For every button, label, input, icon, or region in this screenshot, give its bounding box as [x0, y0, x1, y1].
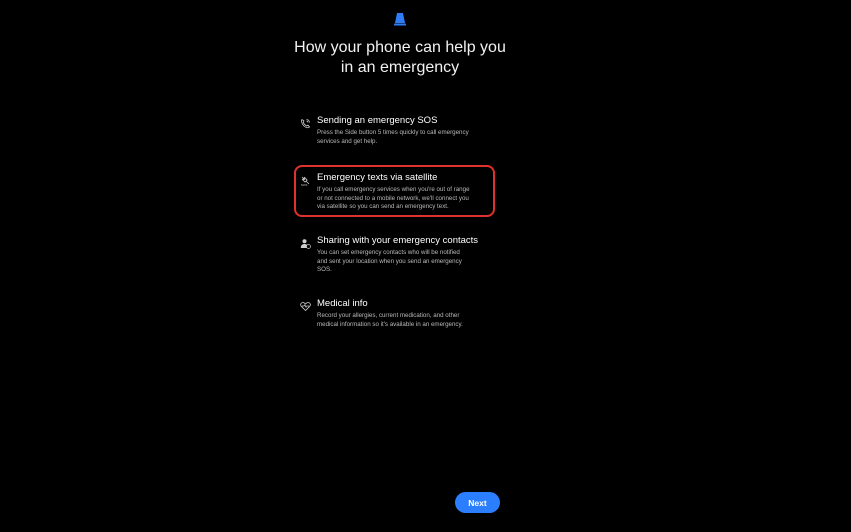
title-line-2: in an emergency	[340, 59, 460, 76]
desc-line: and sent your location when you send an emergency	[317, 257, 462, 265]
desc-line: If you call emergency services when you're out of range	[317, 186, 470, 193]
desc-line: Record your allergies, current medication, and other	[317, 312, 460, 319]
page-title	[0, 38, 800, 78]
heart-medical-icon	[300, 301, 311, 312]
desc-line: via satellite so you can send an emergency text.	[317, 203, 449, 211]
item-description	[317, 129, 492, 146]
satellite-sos-icon	[300, 175, 311, 186]
item-description	[317, 312, 492, 329]
desc-line: SOS.	[317, 266, 332, 274]
emergency-beacon-icon	[394, 12, 406, 26]
desc-line: or not connected to a mobile network, we'll connect you	[317, 194, 469, 202]
item-description	[317, 249, 492, 275]
phone-call-icon	[300, 118, 311, 129]
svg-text:SOS: SOS	[301, 183, 308, 186]
contacts-icon	[300, 238, 311, 249]
desc-line: services and get help.	[317, 137, 378, 145]
title-line-1: How your phone can help you	[294, 39, 506, 56]
item-title: Sharing with your emergency contacts	[317, 235, 479, 246]
item-description	[317, 186, 492, 212]
desc-line: Press the Side button 5 times quickly to call emergency	[317, 129, 469, 136]
item-title: Sending an emergency SOS	[317, 115, 438, 126]
item-title: Medical info	[317, 298, 368, 309]
desc-line: medical information so it's available in an emergency.	[317, 320, 463, 328]
item-title: Emergency texts via satellite	[317, 172, 438, 183]
next-button[interactable]: Next	[455, 492, 500, 513]
desc-line: You can set emergency contacts who will be notified	[317, 249, 460, 256]
